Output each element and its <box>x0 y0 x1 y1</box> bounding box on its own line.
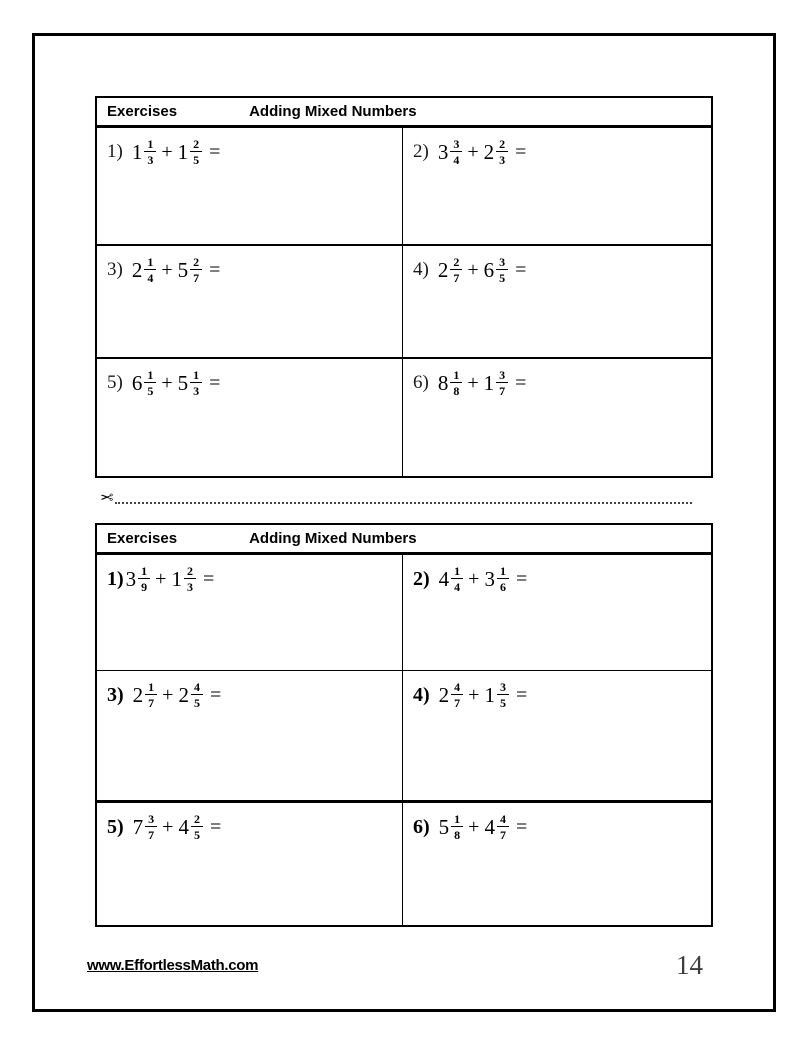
problem-number: 5) <box>107 372 123 394</box>
fraction-denominator: 4 <box>453 153 460 168</box>
fraction-denominator: 3 <box>499 153 506 168</box>
dotted-cut-rule <box>115 502 692 504</box>
math-problem <box>413 255 711 286</box>
mixed-number-a <box>132 137 157 168</box>
problem-cell <box>97 128 403 244</box>
fraction <box>450 137 462 168</box>
worksheet-header <box>97 525 711 555</box>
problem-number: 3) <box>107 683 124 706</box>
plus-operator: + <box>468 567 480 590</box>
plus-operator: + <box>161 140 173 163</box>
mixed-number-a <box>439 564 464 595</box>
fraction-denominator: 6 <box>499 580 506 595</box>
fraction <box>144 255 156 286</box>
mixed-number-b <box>178 368 203 399</box>
problem-number: 6) <box>413 372 429 394</box>
mixed-number-a <box>133 680 158 711</box>
math-problem <box>413 680 711 711</box>
fraction <box>184 564 196 595</box>
fraction <box>190 255 202 286</box>
fraction <box>497 812 509 843</box>
problem-cell <box>97 800 403 925</box>
fraction-numerator: 2 <box>190 137 202 152</box>
fraction-numerator: 1 <box>190 368 202 383</box>
problems-grid <box>97 128 711 476</box>
equals-sign: = <box>209 258 221 281</box>
problem-number: 3) <box>107 259 123 281</box>
fraction <box>451 812 463 843</box>
math-problem <box>413 368 711 399</box>
problem-number: 1) <box>107 567 124 590</box>
fraction-numerator: 1 <box>144 137 156 152</box>
math-problem <box>107 680 402 711</box>
equals-sign: = <box>515 683 528 706</box>
whole-number: 8 <box>437 370 449 395</box>
fraction-numerator: 2 <box>190 255 202 270</box>
plus-operator: + <box>467 258 479 281</box>
fraction-numerator: 3 <box>450 137 462 152</box>
fraction-numerator: 1 <box>145 680 157 695</box>
problem-number: 6) <box>413 815 430 838</box>
plus-operator: + <box>161 371 173 394</box>
fraction-denominator: 7 <box>453 271 460 286</box>
plus-operator: + <box>468 815 480 838</box>
problems-grid <box>97 555 711 925</box>
math-problem <box>107 812 402 843</box>
fraction <box>191 812 203 843</box>
mixed-number-a <box>439 680 464 711</box>
problem-number: 5) <box>107 815 124 838</box>
fraction-numerator: 1 <box>451 812 463 827</box>
fraction-denominator: 3 <box>186 580 193 595</box>
mixed-number-a <box>132 368 157 399</box>
mixed-number-a <box>132 255 157 286</box>
whole-number: 4 <box>438 566 450 591</box>
scissors-icon: ✂ <box>100 490 114 507</box>
fraction <box>450 368 462 399</box>
mixed-number-a <box>438 368 463 399</box>
mixed-number-b <box>484 255 509 286</box>
fraction-denominator: 4 <box>147 271 154 286</box>
plus-operator: + <box>162 683 174 706</box>
plus-operator: + <box>155 567 167 590</box>
equals-sign: = <box>202 567 215 590</box>
problem-number: 4) <box>413 683 430 706</box>
whole-number: 3 <box>437 139 449 164</box>
equals-sign: = <box>209 140 221 163</box>
whole-number: 4 <box>178 814 189 839</box>
fraction <box>191 680 203 711</box>
whole-number: 2 <box>178 682 189 707</box>
whole-number: 1 <box>177 139 189 164</box>
fraction <box>496 137 508 168</box>
problem-cell <box>97 670 403 800</box>
mixed-number-b <box>484 137 509 168</box>
math-problem <box>107 137 402 168</box>
fraction-numerator: 4 <box>497 812 509 827</box>
fraction-numerator: 1 <box>497 564 509 579</box>
math-problem <box>413 137 711 168</box>
problem-cell <box>403 357 711 476</box>
worksheet-header <box>97 98 711 128</box>
mixed-number-b <box>178 255 203 286</box>
fraction-denominator: 3 <box>147 153 154 168</box>
fraction <box>496 368 508 399</box>
fraction-denominator: 7 <box>454 696 461 711</box>
exercises-label: Exercises <box>107 103 178 120</box>
whole-number: 5 <box>177 257 189 282</box>
whole-number: 5 <box>438 814 450 839</box>
mixed-number-a <box>126 564 151 595</box>
whole-number: 2 <box>438 682 450 707</box>
worksheet-table-1 <box>95 96 713 478</box>
problem-cell <box>403 244 711 357</box>
math-problem <box>107 255 402 286</box>
problem-number: 1) <box>107 141 123 163</box>
worksheet-title: Adding Mixed Numbers <box>249 103 417 120</box>
whole-number: 2 <box>437 257 449 282</box>
fraction-denominator: 7 <box>148 828 155 843</box>
fraction-numerator: 4 <box>451 680 463 695</box>
mixed-number-a <box>438 255 463 286</box>
mixed-number-a <box>439 812 464 843</box>
problem-cell <box>403 128 711 244</box>
fraction <box>451 680 463 711</box>
whole-number: 2 <box>132 682 144 707</box>
fraction <box>144 368 156 399</box>
fraction-denominator: 3 <box>193 384 200 399</box>
fraction-denominator: 5 <box>499 271 506 286</box>
fraction-denominator: 4 <box>454 580 461 595</box>
mixed-number-a <box>133 812 158 843</box>
fraction-numerator: 1 <box>138 564 150 579</box>
whole-number: 3 <box>484 566 495 591</box>
fraction-numerator: 1 <box>144 255 156 270</box>
math-problem <box>107 368 402 399</box>
cut-here-line <box>100 489 692 509</box>
fraction <box>190 137 202 168</box>
fraction-denominator: 5 <box>499 696 506 711</box>
equals-sign: = <box>209 371 221 394</box>
fraction <box>145 680 157 711</box>
worksheet-table-2 <box>95 523 713 927</box>
fraction-numerator: 3 <box>145 812 157 827</box>
mixed-number-b <box>484 680 509 711</box>
fraction-numerator: 1 <box>451 564 463 579</box>
fraction-denominator: 5 <box>147 384 154 399</box>
fraction <box>497 564 509 595</box>
plus-operator: + <box>467 371 479 394</box>
whole-number: 2 <box>483 139 495 164</box>
fraction-numerator: 2 <box>184 564 196 579</box>
plus-operator: + <box>467 140 479 163</box>
fraction-denominator: 8 <box>453 384 460 399</box>
problem-cell <box>97 555 403 670</box>
fraction <box>145 812 157 843</box>
mixed-number-b <box>484 812 509 843</box>
fraction-numerator: 2 <box>496 137 508 152</box>
worksheet-title: Adding Mixed Numbers <box>249 530 417 547</box>
problem-cell <box>403 800 711 925</box>
fraction-numerator: 1 <box>450 368 462 383</box>
whole-number: 2 <box>131 257 143 282</box>
mixed-number-b <box>178 812 203 843</box>
mixed-number-a <box>438 137 463 168</box>
fraction-numerator: 3 <box>496 368 508 383</box>
fraction-denominator: 5 <box>193 696 200 711</box>
mixed-number-b <box>171 564 196 595</box>
math-problem <box>413 564 711 595</box>
whole-number: 4 <box>484 814 495 839</box>
whole-number: 6 <box>483 257 495 282</box>
fraction-numerator: 2 <box>191 812 203 827</box>
footer-website-link[interactable]: www.EffortlessMath.com <box>87 957 259 974</box>
fraction <box>144 137 156 168</box>
equals-sign: = <box>209 683 222 706</box>
plus-operator: + <box>468 683 480 706</box>
equals-sign: = <box>515 258 527 281</box>
whole-number: 1 <box>171 566 182 591</box>
whole-number: 1 <box>131 139 143 164</box>
mixed-number-b <box>484 368 509 399</box>
whole-number: 7 <box>132 814 144 839</box>
fraction <box>497 680 509 711</box>
whole-number: 1 <box>483 370 495 395</box>
mixed-number-b <box>178 680 203 711</box>
fraction-numerator: 4 <box>191 680 203 695</box>
fraction-numerator: 1 <box>144 368 156 383</box>
fraction <box>138 564 150 595</box>
equals-sign: = <box>209 815 222 838</box>
fraction <box>190 368 202 399</box>
fraction-denominator: 7 <box>193 271 200 286</box>
equals-sign: = <box>515 140 527 163</box>
page-number: 14 <box>676 950 703 980</box>
math-problem <box>107 564 402 595</box>
equals-sign: = <box>515 567 528 590</box>
plus-operator: + <box>162 815 174 838</box>
plus-operator: + <box>161 258 173 281</box>
fraction-numerator: 3 <box>497 680 509 695</box>
fraction-denominator: 5 <box>193 828 200 843</box>
problem-cell <box>97 244 403 357</box>
fraction-denominator: 7 <box>499 828 506 843</box>
problem-number: 2) <box>413 567 430 590</box>
fraction-numerator: 2 <box>450 255 462 270</box>
problem-cell <box>403 555 711 670</box>
whole-number: 1 <box>484 682 495 707</box>
whole-number: 3 <box>125 566 137 591</box>
problem-number: 4) <box>413 259 429 281</box>
whole-number: 6 <box>131 370 143 395</box>
fraction-denominator: 7 <box>148 696 155 711</box>
fraction-denominator: 5 <box>193 153 200 168</box>
exercises-label: Exercises <box>107 530 178 547</box>
fraction-denominator: 7 <box>499 384 506 399</box>
fraction-denominator: 8 <box>454 828 461 843</box>
equals-sign: = <box>515 371 527 394</box>
fraction <box>451 564 463 595</box>
problem-cell <box>403 670 711 800</box>
math-problem <box>413 812 711 843</box>
mixed-number-b <box>178 137 203 168</box>
problem-cell <box>97 357 403 476</box>
mixed-number-b <box>484 564 509 595</box>
fraction <box>450 255 462 286</box>
fraction <box>496 255 508 286</box>
problem-number: 2) <box>413 141 429 163</box>
fraction-numerator: 3 <box>496 255 508 270</box>
fraction-denominator: 9 <box>141 580 148 595</box>
equals-sign: = <box>515 815 528 838</box>
whole-number: 5 <box>177 370 189 395</box>
